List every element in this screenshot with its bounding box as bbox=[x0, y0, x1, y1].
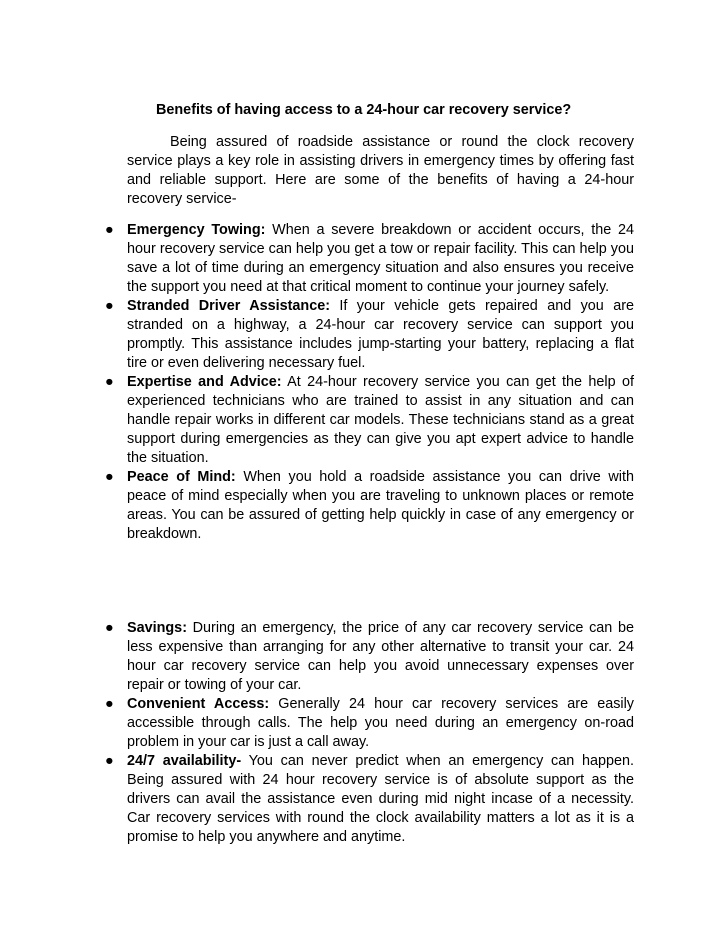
item-lead: Peace of Mind: bbox=[127, 469, 236, 485]
page-title: Benefits of having access to a 24-hour car recovery service? bbox=[156, 102, 572, 118]
list-item-savings bbox=[0, 619, 634, 695]
list-item-peace-of-mind bbox=[0, 468, 634, 544]
bullet-icon: ● bbox=[105, 696, 114, 712]
item-text: At 24-hour recovery service you can get the help of experienced technicians who are trained to assist in any situation and can handle repair works in different car models. These technicians stand as a great support during emergencies as they can give you apt expert advice to handle the situation. bbox=[127, 374, 634, 466]
list-item-emergency-towing bbox=[0, 221, 634, 297]
list-item-expertise-advice bbox=[0, 373, 634, 468]
item-lead: Stranded Driver Assistance: bbox=[127, 298, 331, 314]
item-text: When a severe breakdown or accident occurs, the 24 hour recovery service can help you get a tow or repair facility. This can help you save a lot of time during an emergency situation and also ensures you receive the support you need at that critical moment to continue your journey safely. bbox=[127, 222, 634, 295]
benefits-list-part-1 bbox=[0, 221, 720, 544]
bullet-icon: ● bbox=[105, 469, 114, 485]
item-text: During an emergency, the price of any car recovery service can be less expensive than arranging for any other alternative to transit your car. 24 hour car recovery service can help you avoid unnecessary expenses over repair or towing of your car. bbox=[127, 620, 634, 693]
list-item-stranded-driver bbox=[0, 297, 634, 373]
item-text: When you hold a roadside assistance you can drive with peace of mind especially when you are traveling to unknown places or remote areas. You can be assured of getting help quickly in case of any emergency or breakdown. bbox=[127, 469, 634, 542]
list-item-convenient-access bbox=[0, 695, 634, 752]
item-lead: Expertise and Advice: bbox=[127, 374, 282, 390]
item-text: Generally 24 hour car recovery services are easily accessible through calls. The help you need during an emergency on-road problem in your car is just a call away. bbox=[127, 696, 634, 750]
benefits-list-part-2 bbox=[0, 619, 720, 847]
bullet-icon: ● bbox=[105, 620, 114, 636]
item-lead: Savings: bbox=[127, 620, 187, 636]
item-lead: 24/7 availability- bbox=[127, 753, 242, 769]
bullet-icon: ● bbox=[105, 222, 114, 238]
item-text: You can never predict when an emergency can happen. Being assured with 24 hour recovery service is of absolute support as the drivers can avail the assistance even during mid night incase of a necessity. Car recovery services with round the clock availability matters a lot as it is a promise to help you anywhere and anytime. bbox=[127, 753, 635, 845]
item-lead: Emergency Towing: bbox=[127, 222, 266, 238]
list-item-availability bbox=[0, 752, 634, 847]
bullet-icon: ● bbox=[105, 374, 114, 390]
intro-paragraph: Being assured of roadside assistance or round the clock recovery service plays a key role in assisting drivers in emergency times by offering fast and reliable support. Here are some of the benefits of having a 24-hour recovery service- bbox=[127, 134, 634, 207]
bullet-icon: ● bbox=[105, 298, 114, 314]
item-text: If your vehicle gets repaired and you are stranded on a highway, a 24-hour car recovery service can support you promptly. This assistance includes jump-starting your battery, replacing a flat tire or even delivering necessary fuel. bbox=[127, 298, 634, 371]
item-lead: Convenient Access: bbox=[127, 696, 270, 712]
bullet-icon: ● bbox=[105, 753, 114, 769]
